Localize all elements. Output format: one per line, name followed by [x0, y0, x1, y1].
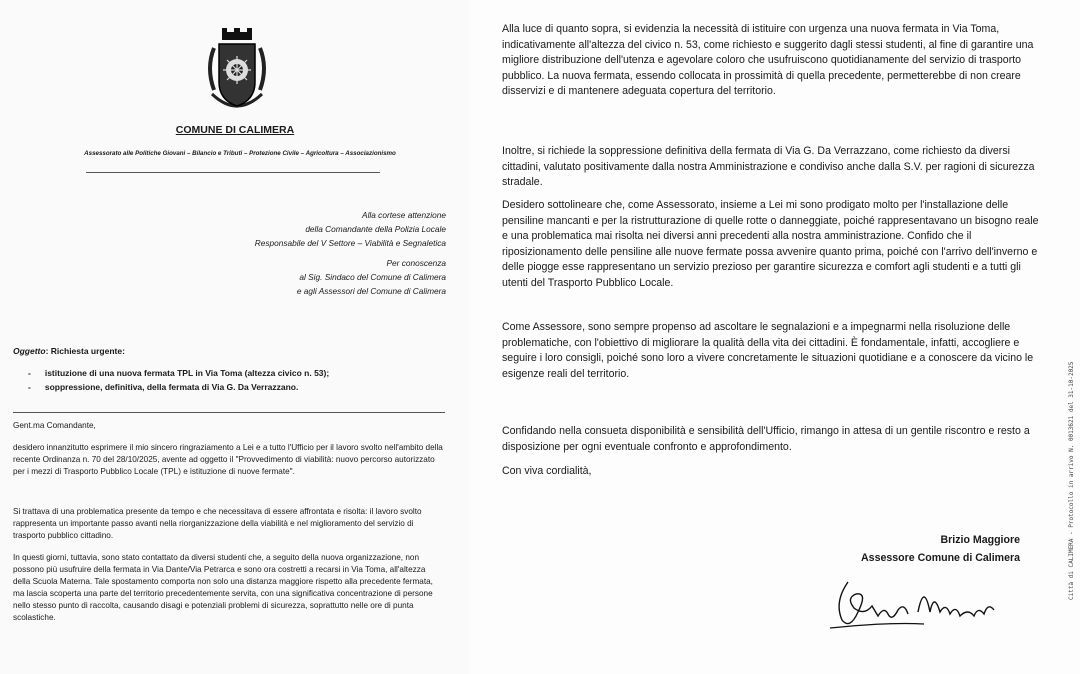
- handwritten-signature: [828, 572, 998, 632]
- cc-line: al Sig. Sindaco del Comune di Calimera: [299, 272, 446, 282]
- comune-title: COMUNE DI CALIMERA: [175, 124, 295, 136]
- header-divider: [86, 172, 380, 173]
- addressee-line: della Comandante della Polizia Locale: [305, 224, 446, 234]
- closing-line: Con viva cordialità,: [502, 465, 592, 477]
- paragraph: Come Assessore, sono sempre propenso ad ascoltare le segnalazioni e a impegnarmi nella risoluzione delle problematiche, con l'obiettivo di migliorare la qualità della vita dei cittadini. È fondamentale, infatti, accogliere e seguire i loro consigli, poiché sono loro a vivere concretamente le situazioni quotidiane e a conoscere da vicino le esigenze reali del territorio.: [502, 321, 1034, 380]
- protocol-stamp: Città di CALIMERA - Protocollo in arrivo N. 0013621 del 31-10-2025: [1068, 361, 1075, 600]
- coat-of-arms-icon: [204, 28, 270, 120]
- department-line: Assessorato alle Politiche Giovani – Bilancio e Tributi – Protezione Civile – Agricoltura – Associazionismo: [84, 150, 396, 157]
- paragraph: Desidero sottolineare che, come Assessorato, insieme a Lei mi sono prodigato molto per l'installazione delle pensiline mancanti e per la ristrutturazione di quelle rotte o danneggiate, poiché rappresentavano un bisogno reale e una problematica mai risolta nei diversi anni precedenti alla nostra amministrazione. Confido che il riposizionamento delle pensiline alle nuove fermate possa avvenire quanto prima, poiché con l'arrivo dell'inverno e delle piogge esse rappresentano un servizio prezioso per garantire sicurezza e comfort agli studenti e a tutti gli utenti del Trasporto Pubblico Locale.: [502, 199, 1039, 289]
- addressee-block: [255, 208, 446, 250]
- cc-line: Per conoscenza: [386, 258, 446, 268]
- subject-item: - istituzione di una nuova fermata TPL in Via Toma (altezza civico n. 53);: [28, 366, 329, 380]
- paragraph: In questi giorni, tuttavia, sono stato contattato da diversi studenti che, a seguito della nuova organizzazione, non possono più usufruire della fermata in Via Dante/Via Petrarca e sono ora costretti a recarsi in Via Toma, all'altezza della Scuola Materna. Tale spostamento comporta non solo una distanza maggiore rispetto alla precedente fermata, ma lascia scoperta una parte del territorio precedentemente servita, con una significativa concentrazione di persone nello stesso punto di raccolta, causando disagi e potenziali problemi di sicurezza, soprattutto nelle ore di punta scolastiche.: [13, 553, 433, 622]
- paragraph: Si trattava di una problematica presente da tempo e che necessitava di essere affrontata e risolta: il lavoro svolto rappresenta un importante passo avanti nella riorganizzazione della viabilità e nel miglioramento del servizio di trasporto pubblico cittadino.: [13, 507, 422, 540]
- subject-divider: [13, 412, 445, 413]
- addressee-line: Alla cortese attenzione: [362, 210, 446, 220]
- signatory-name: Brizio Maggiore: [940, 534, 1020, 546]
- paragraph: Alla luce di quanto sopra, si evidenzia la necessità di istituire con urgenza una nuova fermata in Via Toma, indicativamente all'altezza del civico n. 53, come richiesto e suggerito dagli stessi studenti, al fine di garantire una migliore distribuzione dell'utenza e agevolare coloro che usufruiscono quotidianamente del servizio di trasporto pubblico. La nuova fermata, essendo collocata in prossimità di quella precedente, permetterebbe di non creare disservizi e di mantenere adeguata copertura del territorio.: [502, 23, 1034, 97]
- subject-item: - soppressione, definitiva, della fermata di Via G. Da Verrazzano.: [28, 380, 329, 394]
- subject-list: [28, 366, 329, 394]
- signatory-role: Assessore Comune di Calimera: [861, 552, 1020, 564]
- paragraph: Confidando nella consueta disponibilità e sensibilità dell'Ufficio, rimango in attesa di un gentile riscontro e resto a disposizione per ogni eventuale confronto e approfondimento.: [502, 425, 1030, 453]
- greeting: Gent.ma Comandante,: [13, 421, 96, 430]
- subject-label: Oggetto: [13, 346, 46, 356]
- subject-line: [13, 346, 125, 356]
- addressee-line: Responsabile del V Settore – Viabilità e Segnaletica: [254, 238, 446, 248]
- left-page: [0, 0, 470, 674]
- paragraph: Inoltre, si richiede la soppressione definitiva della fermata di Via G. Da Verrazzano, come richiesto da diversi cittadini, valutato positivamente dalla nostra Amministrazione e condiviso anche dalla S.V. per ragioni di sicurezza stradale.: [502, 145, 1035, 188]
- cc-line: e agli Assessori del Comune di Calimera: [296, 286, 446, 296]
- cc-block: [297, 256, 446, 298]
- paragraph: desidero innanzitutto esprimere il mio sincero ringraziamento a Lei e a tutto l'Ufficio per il lavoro svolto nell'ambito della recente Ordinanza n. 70 del 28/10/2025, avente ad oggetto il "Provvedimento di viabilità: nuovo percorso autorizzato per i mezzi di Trasporto Pubblico Locale (TPL) e istituzione di nuove fermate".: [13, 443, 443, 476]
- right-page: [470, 0, 1080, 674]
- subject-title: : Richiesta urgente:: [45, 346, 125, 356]
